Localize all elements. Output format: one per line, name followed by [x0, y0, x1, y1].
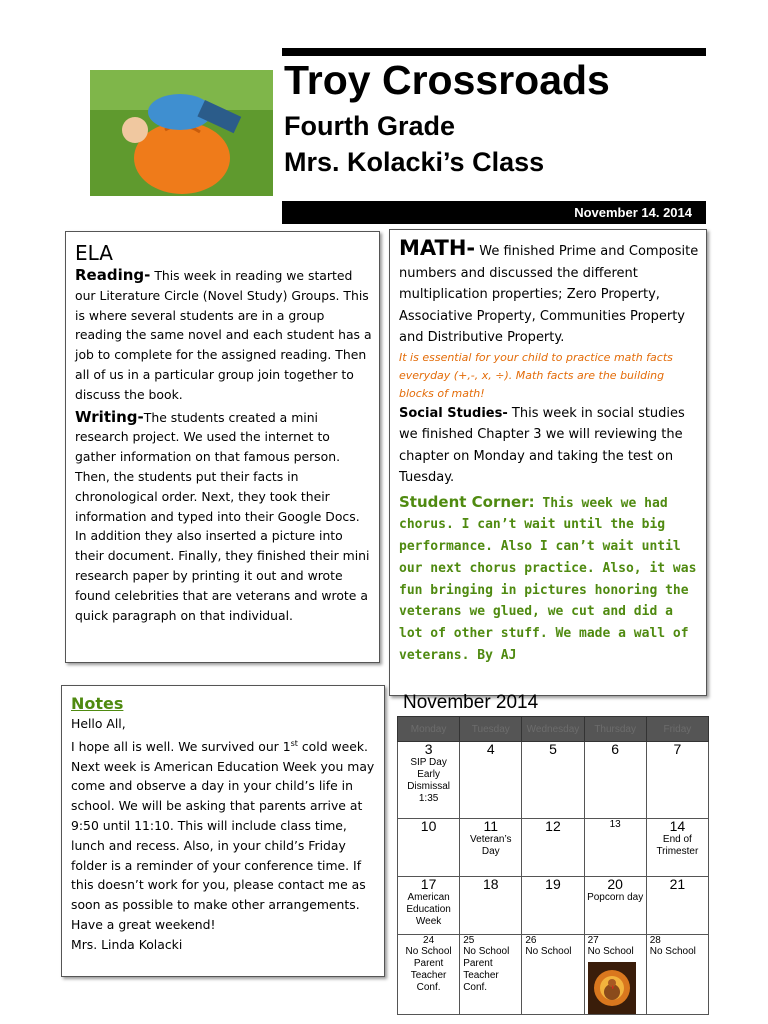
issue-date: November 14. 2014 — [574, 205, 692, 220]
social-studies-text: This week in social studies we finished Chapter 3 we will reviewing the chapter on Monday and taking the test on Tuesday. — [399, 405, 685, 485]
calendar-day: 3 SIP Day Early Dismissal 1:35 — [398, 742, 460, 819]
calendar-month: November 2014 — [403, 692, 539, 713]
math-facts-note: It is essential for your child to practice math facts everyday (+,-, x, ÷). Math facts are the building blocks of math! — [399, 350, 673, 400]
grade-subtitle: Fourth Grade — [284, 111, 456, 141]
calendar-day: 26 No School — [522, 935, 584, 1015]
math-label: MATH- — [399, 236, 476, 260]
calendar-header-row — [398, 717, 709, 742]
notes-greeting: Hello All, — [71, 715, 126, 731]
notes-section — [61, 685, 385, 977]
header-photo — [90, 70, 273, 196]
calendar-day: 24 No School Parent Teacher Conf. — [398, 935, 460, 1015]
header-top-rule — [282, 48, 706, 56]
student-corner-text: This week we had chorus. I can’t wait until the big performance. Also I can’t wait until our next chorus practice. Also, it was fun bringing in pictures honoring the veterans we glued, we cut and did a lot of other stuff. We made a wall of veterans. By AJ — [399, 495, 697, 664]
calendar-day: 7 — [646, 742, 708, 819]
social-studies-label: Social Studies- — [399, 405, 508, 421]
calendar-day: 17 American Education Week — [398, 877, 460, 935]
writing-label: Writing- — [75, 407, 144, 426]
math-section — [389, 229, 707, 696]
calendar-day: 27 No School — [584, 935, 646, 1015]
ela-heading: ELA — [75, 241, 113, 265]
calendar-day: 14 End of Trimester — [646, 819, 708, 877]
social-studies-paragraph — [399, 403, 700, 489]
calendar-week-row — [398, 935, 709, 1015]
math-paragraph — [399, 238, 700, 349]
calendar-day: 6 — [584, 742, 646, 819]
writing-paragraph — [75, 408, 373, 626]
calendar-day: 12 — [522, 819, 584, 877]
turkey-clipart — [588, 962, 636, 1014]
student-corner-label: Student Corner: — [399, 492, 535, 511]
calendar-day: 25 No School Parent Teacher Conf. — [460, 935, 522, 1015]
calendar-day: 13 — [584, 819, 646, 877]
ela-section — [65, 231, 380, 663]
class-subtitle: Mrs. Kolacki’s Class — [284, 147, 545, 177]
calendar-day: 19 — [522, 877, 584, 935]
calendar-day: 4 — [460, 742, 522, 819]
reading-paragraph — [75, 266, 373, 405]
calendar-day: 11 Veteran’s Day — [460, 819, 522, 877]
reading-label: Reading- — [75, 266, 151, 284]
calendar-week-row — [398, 742, 709, 819]
calendar-table — [397, 716, 709, 1015]
notes-paragraph: I hope all is well. We survived our 1st cold week. Next week is American Education Week you may come and observe a day in your child’s life in school. We will be asking that parents arrive at 9:50 until 11:10. This will include class time, lunch and recess. Also, in your child’s Friday folder is a reminder of your conference time. If this doesn’t work for you, please contact me as soon as possible to make other arrangements. Have a great weekend! — [71, 738, 375, 932]
notes-signature: Mrs. Linda Kolacki — [71, 936, 183, 952]
calendar-day: 18 — [460, 877, 522, 935]
date-bar — [282, 201, 706, 224]
day-header: Tuesday — [460, 717, 522, 742]
day-header: Wednesday — [522, 717, 584, 742]
notes-heading: Notes — [71, 694, 124, 713]
calendar-day: 21 — [646, 877, 708, 935]
calendar-day: 20 Popcorn day — [584, 877, 646, 935]
newsletter-title: Troy Crossroads — [284, 57, 610, 103]
day-header: Thursday — [584, 717, 646, 742]
calendar-week-row — [398, 819, 709, 877]
day-header: Friday — [646, 717, 708, 742]
reading-text: This week in reading we started our Literature Circle (Novel Study) Groups. This is where several students are in a group reading the same novel and each student has a job to complete for the assigned reading. Then all of us in a particular group join together to discuss the book. — [75, 268, 372, 402]
calendar-day: 28 No School — [646, 935, 708, 1015]
calendar-day: 5 — [522, 742, 584, 819]
day-header: Monday — [398, 717, 460, 742]
calendar-day: 10 — [398, 819, 460, 877]
writing-text: The students created a mini research project. We used the internet to gather information on that famous person. Then, the students put their facts in chronological order. Next, they took their information and typed into their Google Docs. In addition they also inserted a picture into their document. Finally, they finished their mini research paper by printing it out and wrote found celebrities that are veterans and wrote a quick paragraph on that individual. — [75, 409, 370, 623]
calendar-week-row — [398, 877, 709, 935]
student-corner-paragraph — [399, 492, 700, 667]
math-text: We finished Prime and Composite numbers and discussed the different multiplication properties; Zero Property, Associative Property, Communities Property and Distributive Property. — [399, 244, 699, 345]
